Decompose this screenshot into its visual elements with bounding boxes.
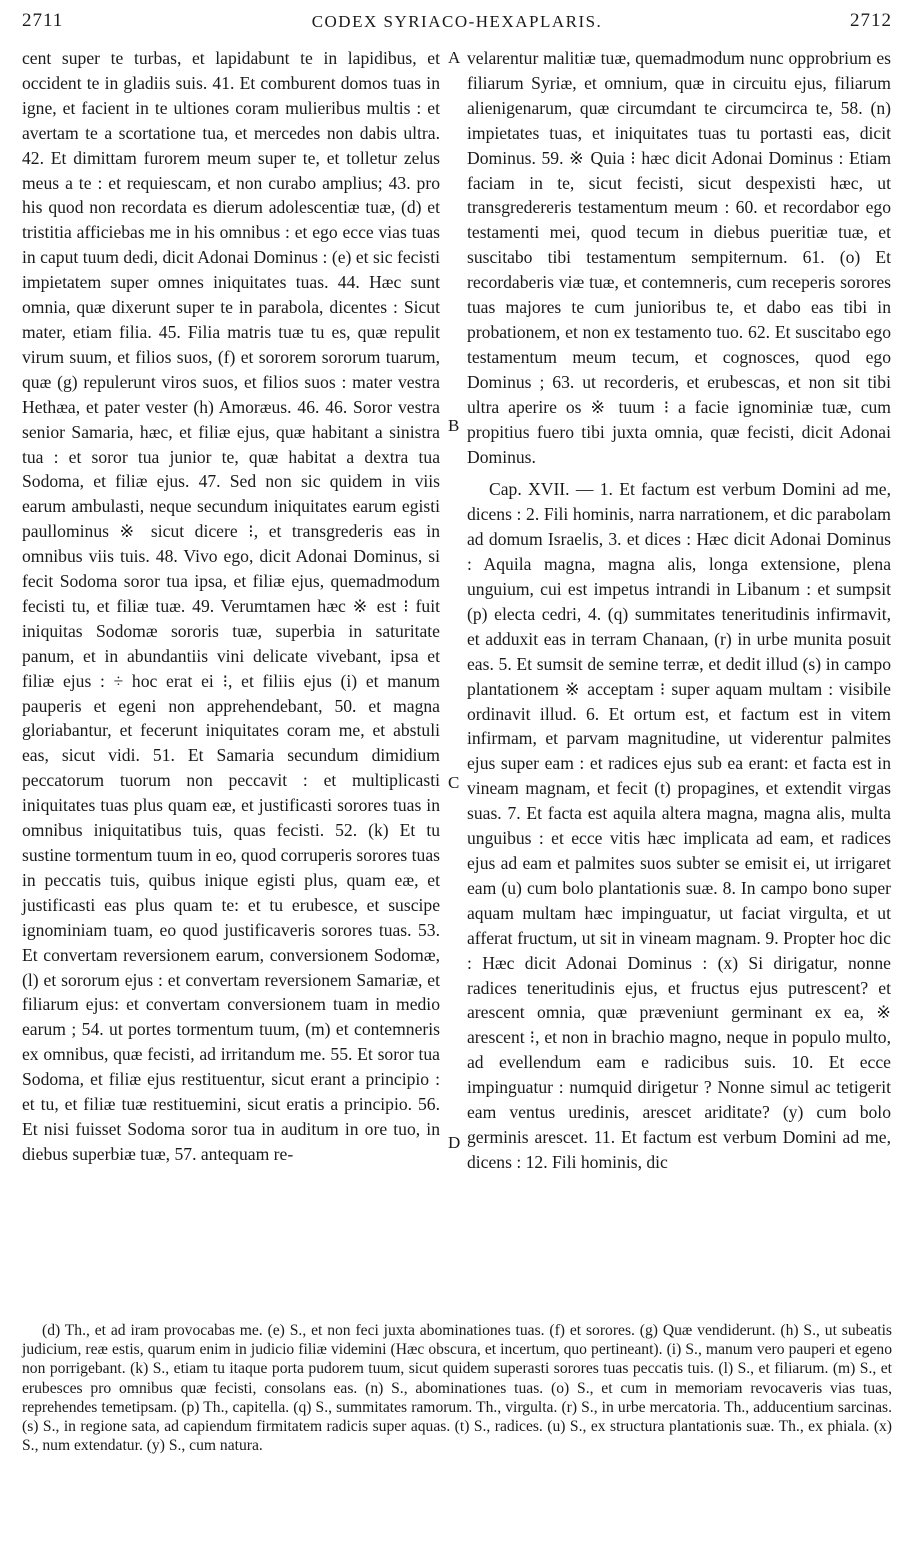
right-page-number: 2712 xyxy=(850,10,892,31)
running-title: CODEX SYRIACO-HEXAPLARIS. xyxy=(311,12,603,31)
margin-marker-b: B xyxy=(448,416,460,435)
right-column-paragraph-1: velarentur malitiæ tuæ, quemadmodum nunc opprobrium es filiarum Syriæ, et omnium, quæ in circuitu ejus, filiarum alienigenarum, quæ circumdant te circumcirca te, 58. (n) impietates tuas, et iniquitates tuas tu portasti eas, dicit Dominus. 59. ※ Quia ⁝ hæc dicit Adonai Dominus : Etiam faciam in te, sicut fecisti, sicut despexisti hæc, ut transgredereris testamentum meum : 60. et recordabor ego testamenti mei, quod tecum in diebus pueritiæ tuæ, et suscitabo tibi testamentum sempiternum. 61. (o) Et recordaberis viæ tuæ, et contemneris, cum receperis sorores tuas majores te cum junioribus te, et dabo eas tibi in probationem, et non ex testamento tuo. 62. Et suscitabo ego testamentum meum tecum, et cognosces, quod ego Dominus ; 63. ut recorderis, et erubescas, et non sit tibi ultra aperire os ※ tuum ⁝ a facie ignominiæ tuæ, cum propitius fuero tibi juxta omnia, quæ fecisti, dicit Adonai Dominus. xyxy=(467,48,891,467)
margin-marker-d: D xyxy=(448,1133,461,1152)
right-column xyxy=(467,46,891,1175)
left-page-number: 2711 xyxy=(22,10,64,31)
margin-marker-c: C xyxy=(448,773,460,792)
left-column-text: cent super te turbas, et lapidabunt te in lapidibus, et occident te in gladiis suis. 41. Et comburent domos tuas in igne, et facient in te ultiones coram mulieribus multis : et avertam te a scortatione tua, et mercedes non dabis ultra. 42. Et dimittam furorem meum super te, et tolletur zelus meus a te : et requiescam, et non curabo amplius; 43. pro his quod non recordata es dierum adolescentiæ tuæ, (d) et tristitia afficiebas me in his omnibus : et ego ecce vias tuas in caput tuum dedi, dicit Adonai Dominus : (e) et sic fecisti impietatem super omnes iniquitates tuas. 44. Hæc sunt omnia, quæ dixerunt super te in parabola, dicentes : Sicut mater, etiam filia. 45. Filia matris tuæ tu es, quæ repulit virum suum, et filios suos, (f) et sororem sororum tuarum, quæ (g) repulerunt viros suos, et filios suos : mater vestra Hethæa, et pater vester (h) Amoræus. 46. 46. Soror vestra senior Samaria, hæc, et filiæ ejus, quæ habitant a sinistra tua : et soror tua junior te, quæ habitat a dextra tua Sodoma, et filiæ ejus. 47. Sed non sic quidem in viis earum ambulasti, neque secundum iniquitates earum egisti paullominus ※ sicut dicere ⁝, et transgrederis eas in omnibus viis tuis. 48. Vivo ego, dicit Adonai Dominus, si fecit Sodoma soror tua ipsa, et filiæ ejus, quemadmodum fecisti tu, et filiæ tuæ. 49. Verumtamen hæc ※ est ⁝ fuit iniquitas Sodomæ sororis tuæ, superbia in saturitate panum, et in abundantiis vini delicate vivebant, ipsa et filiæ ejus : ÷ hoc erat ei ⁝, et filiis ejus (i) et manum pauperis et egeni non apprehendebant, 50. et magna gloriabantur, et fecerunt iniquitates coram me, et abstuli eas, sicut vidi. 51. Et Samaria secundum dimidium peccatorum tuorum non peccavit : et multiplicasti iniquitates tuas plus quam eæ, et justificasti sorores tuas in omnibus iniquitatibus tuis, quas fecisti. 52. (k) Et tu sustine tormentum tuum in eo, quod corruperis sorores tuas in peccatis tuis, quibus inique egisti plus, quam eæ, et justificasti eas plus quam te: et tu erubesce, et suscipe ignominiam tuam, eo quod justificaveris sorores tuas. 53. Et convertam reversionem earum, conversionem Sodomæ, (l) et sororum ejus : et convertam reversionem Samariæ, et filiarum ejus: et convertam conversionem tuam in medio earum ; 54. ut portes tormentum tuum, (m) et contemneris ex omnibus, quæ fecisti, ad irritandum me. 55. Et soror tua Sodoma, et filiæ ejus restituentur, sicut erant a principio : et tu, et filiæ tuæ restituemini, sicut eratis a principio. 56. Et nisi fuisset Sodoma soror tua in auditum in ore tuo, in diebus superbiæ tuæ, 57. antequam re- xyxy=(22,48,440,1164)
chapter-xvii-paragraph: Cap. XVII. — 1. Et factum est verbum Domini ad me, dicens : 2. Fili hominis, narra narrationem, et dic parabolam ad domum Israelis, 3. et dices : Hæc dicit Adonai Dominus : Aquila magna, magna alis, longa extensione, plena unguium, cui est impetus intrandi in Libanum : et sumpsit (p) electa cedri, 4. (q) summitates teneritudinis infirmavit, et adduxit eas in terram Chanaan, (r) in urbe munita posuit eas. 5. Et sumsit de semine terræ, et dedit illud (s) in campo plantationem ※ acceptam ⁝ super aquam multam : visibile ordinavit illud. 6. Et ortum est, et factum est in vitem infirmam, et parvam magnitudine, ut viderentur palmites ejus super eam : et radices ejus sub ea erant: et facta est in vineam magnam, et fecit (t) propagines, et extendit virgas suas. 7. Et facta est aquila altera magna, magna alis, multa unguibus : et ecce vitis hæc implicata ad eam, et radices ejus ad eam et palmites suos subter se emisit ei, ut irrigaret eam (u) cum bolo plantationis suæ. 8. In campo bono super aquam multam hæc impinguatur, ut faciat virgulta, et ut afferat fructum, ut sit in vineam magnam. 9. Propter hoc dic : Hæc dicit Adonai Dominus : (x) Si dirigatur, nonne radices teneritudinis ejus, et fructus ejus putrescent? et arescent omnia, quæ præveniunt germinant ex ea, ※ arescent ⁝, et non in brachio magno, neque in populo multo, ad evellendum eam e radicibus suis. 10. Et ecce impinguatur : numquid dirigetur ? Nonne simul ac tetigerit eam ventus uredinis, arescet ariditate? (y) cum bolo germinis arescet. 11. Et factum est verbum Domini ad me, dicens : 12. Fili hominis, dic xyxy=(467,479,891,1172)
left-column xyxy=(22,46,440,1167)
margin-marker-a: A xyxy=(448,48,461,67)
footnotes xyxy=(22,1321,892,1455)
page-header xyxy=(22,10,892,38)
footnotes-text: (d) Th., et ad iram provocabas me. (e) S., et non feci juxta abominationes tuas. (f) et sorores. (g) Quæ vendiderunt. (h) S., ut subeatis judicium, reæ estis, quarum enim in judicio filiæ videmini (Hæc obscura, et incertum, quo pertineant). (i) S., manum vero pauperi et egeno non porrigebant. (k) S., etiam tu itaque porta pudorem tuum, sicut quidem superasti sorores tuas peccatis tuis. (l) S., et filiarum. (m) S., et erubesces pro omnibus quæ fecisti, consolans eas. (n) S., abominationes tuas. (o) S., et cum in memoriam revocaveris vias tuas, reprehendes temetipsam. (p) Th., capitella. (q) S., summitates ramorum. Th., virgulta. (r) S., in urbe mercatoria. Th., adducentium sarcinas. (s) S., in regione sata, ad capiendum firmitatem radicis super aquas. (t) S., radices. (u) S., ex structura plantationis suæ. Th., ex phiala. (x) S., num extendatur. (y) S., cum natura. xyxy=(22,1322,892,1455)
